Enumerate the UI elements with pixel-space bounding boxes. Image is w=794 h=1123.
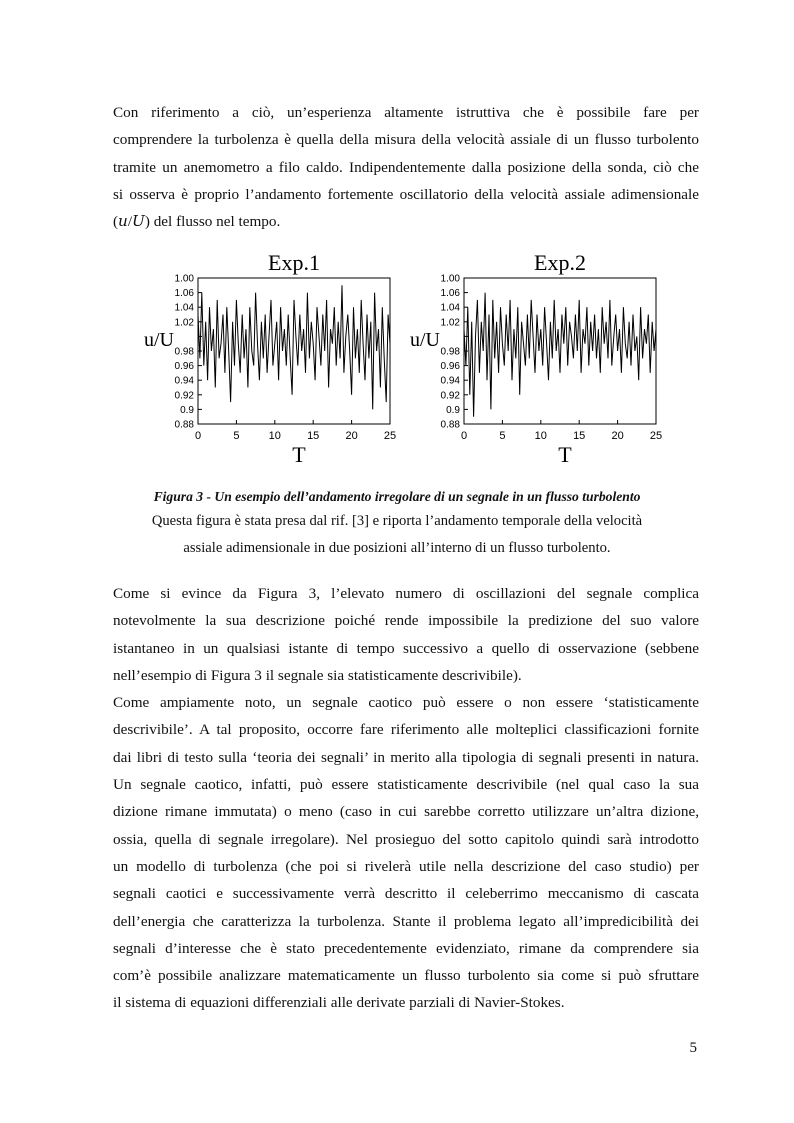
x-tick-label: 25 xyxy=(649,430,663,442)
y-tick-label: 0.98 xyxy=(174,346,194,358)
y-tick-label: 1.04 xyxy=(440,302,460,314)
text-line: il sistema di equazioni differenziali alle derivate parziali di Navier-Stokes. xyxy=(113,994,565,1012)
y-tick-label: 0.98 xyxy=(440,346,460,358)
chart-exp2 xyxy=(406,246,671,471)
x-tick-label: 10 xyxy=(534,430,547,442)
y-tick-label: 0.96 xyxy=(174,361,194,373)
x-tick-label: 20 xyxy=(345,430,358,442)
text-line: comprendere la turbolenza è quella della misura della velocità assiale di un flusso turbolento xyxy=(113,131,699,149)
text-line: dell’energia che caratterizza la turbolenza. Stante il problema legato all’impredicibilità dei xyxy=(113,912,699,930)
y-tick-label: 0.94 xyxy=(440,375,460,387)
text-line: nell’esempio di Figura 3 il segnale sia statisticamente descrivibile). xyxy=(113,666,522,684)
text-line: (𝑢/𝑈) del flusso nel tempo. xyxy=(113,213,281,231)
x-tick-label: 0 xyxy=(194,430,202,442)
figure-note-line-1: Questa figura è stata presa dal rif. [3] e riporta l’andamento temporale della velocità xyxy=(151,513,643,529)
figure-note-line-2: assiale adimensionale in due posizioni all’interno di un flusso turbolento. xyxy=(183,540,611,556)
text-line: dizione rimane immutata) o meno (caso in cui sarebbe corretto utilizzare un’altra dizione, xyxy=(113,803,699,821)
text-line: ossia, quella di segnale irregolare). Nel prosieguo del sotto capitolo quindi sarà introdotto xyxy=(113,830,699,848)
y-tick-label: 0.92 xyxy=(440,390,460,402)
y-tick-label: 1.02 xyxy=(440,317,460,329)
series-line xyxy=(464,293,656,417)
y-tick-label: 0.94 xyxy=(174,375,194,387)
y-tick-label: 1.06 xyxy=(440,288,460,300)
text-line: dai libri di testo sulla ‘teoria dei segnali’ in merito alla tipologia di segnali presenti in natura. xyxy=(113,748,699,766)
text-line: notevolmente la sua descrizione poiché rende impossibile la predizione del suo valore xyxy=(113,612,699,630)
text-line: descrivibile’. A tal proposito, occorre fare riferimento alle molteplici classificazioni fornite xyxy=(113,721,699,739)
text-line: istantaneo in un qualsiasi istante di tempo successivo a quello di osservazione (sebbene xyxy=(113,639,699,657)
intro-paragraph xyxy=(113,99,699,235)
figure-3-charts xyxy=(140,246,670,476)
text-line: Un segnale caotico, infatti, può essere statisticamente descrivibile (nel qual caso la sua xyxy=(113,776,699,794)
y-axis-label: u/U xyxy=(144,329,174,351)
text-line: si osserva è proprio l’andamento fortemente oscillatorio della velocità assiale adimensionale xyxy=(113,185,699,203)
x-tick-label: 20 xyxy=(611,430,624,442)
x-tick-label: 15 xyxy=(307,430,320,442)
figure-caption: Figura 3 - Un esempio dell’andamento irregolare di un segnale in un flusso turbolento xyxy=(153,489,641,504)
y-tick-label: 0.96 xyxy=(440,361,460,373)
x-tick-label: 5 xyxy=(233,430,240,442)
x-tick-label: 10 xyxy=(268,430,281,442)
y-tick-label: 0.9 xyxy=(180,404,194,416)
y-tick-label: 0.88 xyxy=(174,419,194,431)
y-tick-label: 0.9 xyxy=(446,404,460,416)
text-line: com’è possibile analizzare matematicamente un flusso turbolento sia come si può sfruttare xyxy=(113,967,699,985)
y-tick-label: 0.88 xyxy=(440,419,460,431)
y-tick-label: 1.00 xyxy=(174,273,194,285)
y-axis-label: u/U xyxy=(410,329,440,351)
text-line: segnali d’interesse che è stato precedentemente evidenziato, rimane da comprendere sia xyxy=(113,939,699,957)
y-tick-label: 1.06 xyxy=(174,288,194,300)
chart-title: Exp.1 xyxy=(268,250,320,275)
x-tick-label: 0 xyxy=(460,430,468,442)
text-line: Come ampiamente noto, un segnale caotico può essere o non essere ‘statisticamente xyxy=(113,694,699,712)
x-axis-label: T xyxy=(558,442,572,467)
y-tick-label: 1.00 xyxy=(440,273,460,285)
y-tick-label: 1.02 xyxy=(174,317,194,329)
chart-title: Exp.2 xyxy=(534,250,586,275)
text-line: Come si evince da Figura 3, l’elevato numero di oscillazioni del segnale complica xyxy=(113,585,699,602)
text-line: Con riferimento a ciò, un’esperienza altamente istruttiva che è possibile fare per xyxy=(113,104,699,121)
text-line: un modello di turbolenza (che poi si rivelerà utile nella descrizione del caso studio) per xyxy=(113,857,699,875)
y-tick-label: 0.92 xyxy=(174,390,194,402)
chart-exp1 xyxy=(140,246,405,471)
text-line: tramite un anemometro a filo caldo. Indipendentemente dalla posizione della sonda, ciò che xyxy=(113,158,699,176)
y-tick-label: 1.04 xyxy=(174,302,194,314)
x-axis-label: T xyxy=(292,442,306,467)
text-line: segnali caotici e successivamente verrà descritto il celeberrimo meccanismo di cascata xyxy=(113,885,699,903)
body-paragraph xyxy=(113,580,699,1017)
x-tick-label: 15 xyxy=(573,430,586,442)
page-number: 5 xyxy=(689,1040,697,1056)
x-tick-label: 5 xyxy=(499,430,506,442)
series-line xyxy=(198,285,390,409)
x-tick-label: 25 xyxy=(383,430,397,442)
